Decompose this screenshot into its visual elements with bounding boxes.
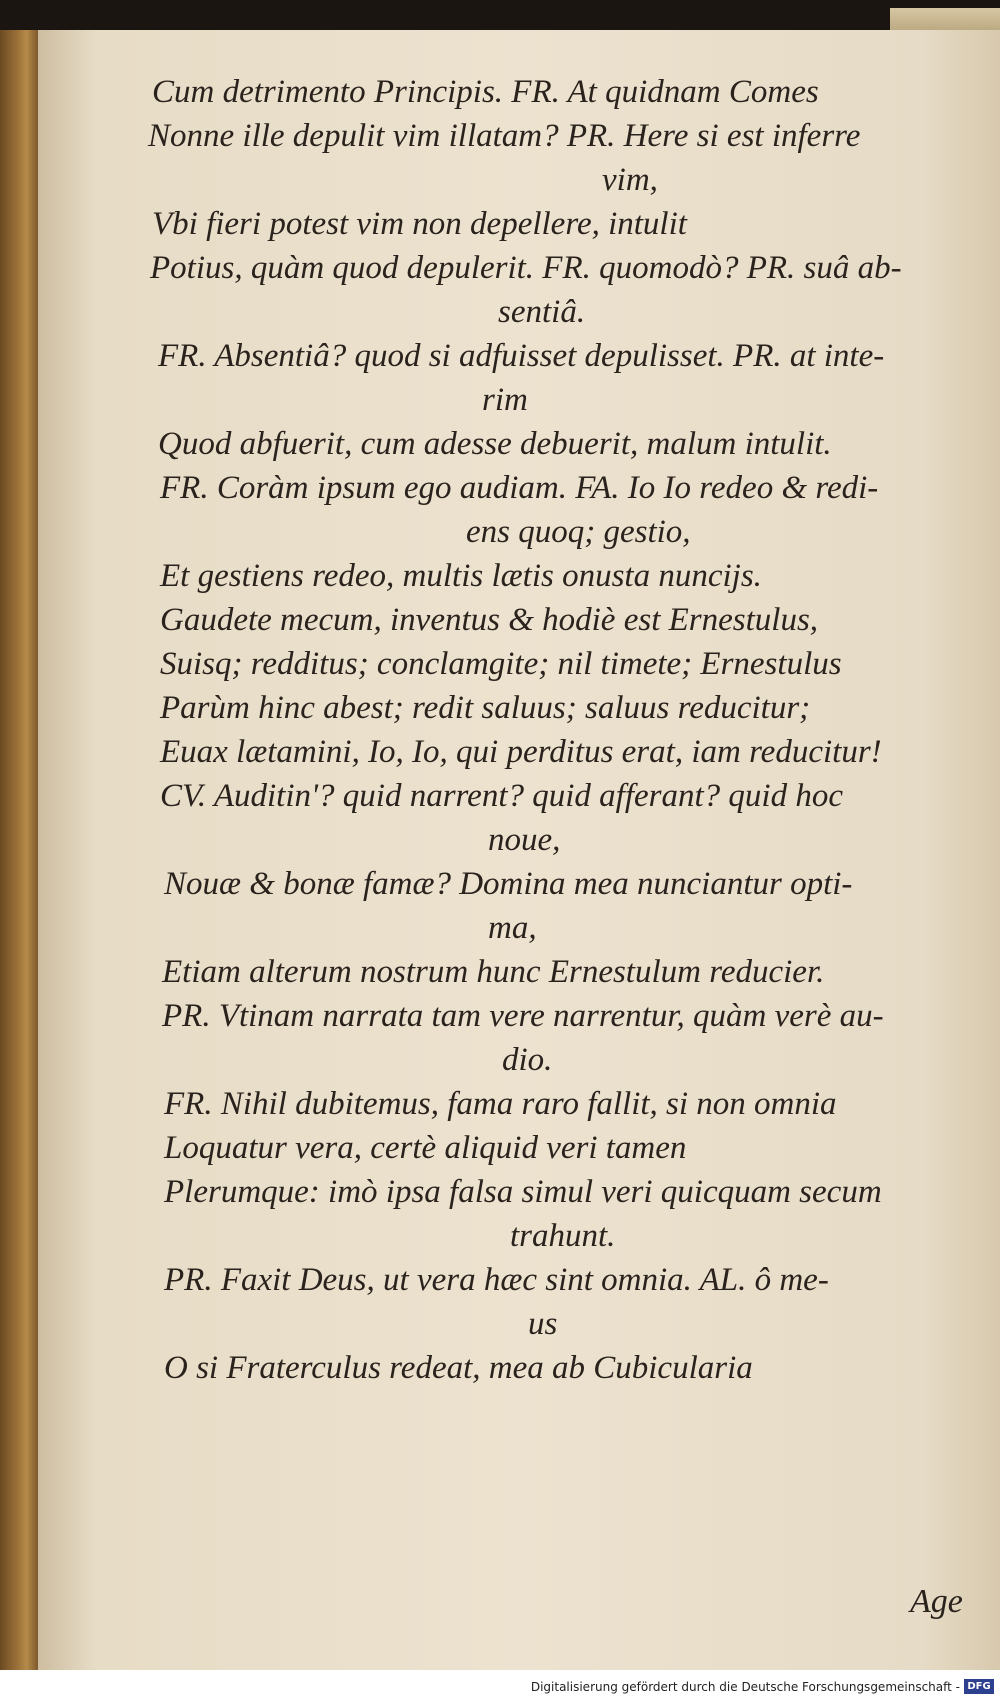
text-line: Parùm hinc abest; redit saluus; saluus reducitur; xyxy=(160,690,811,726)
text-line: CV. Auditin'? quid narrent? quid afferant? quid hoc xyxy=(160,778,843,814)
text-line: Potius, quàm quod depulerit. FR. quomodò? PR. suâ ab- xyxy=(150,250,902,286)
text-line: ma, xyxy=(488,910,537,946)
footer-text: Digitalisierung gefördert durch die Deutsche Forschungsgemeinschaft - xyxy=(530,1680,960,1694)
text-line: FR. Nihil dubitemus, fama raro fallit, si non omnia xyxy=(164,1086,837,1122)
text-line: O si Fraterculus redeat, mea ab Cubicularia xyxy=(164,1350,753,1386)
text-line: dio. xyxy=(502,1042,553,1078)
text-line: Gaudete mecum, inventus & hodiè est Ernestulus, xyxy=(160,602,819,638)
text-line: Euax lætamini, Io, Io, qui perditus erat, iam reducitur! xyxy=(160,734,882,770)
dfg-logo: DFG xyxy=(964,1679,994,1694)
text-line: noue, xyxy=(488,822,561,858)
text-line: Nonne ille depulit vim illatam? PR. Here si est inferre xyxy=(148,118,861,154)
book-spine xyxy=(0,30,38,1670)
text-line: Cum detrimento Principis. FR. At quidnam Comes xyxy=(152,74,819,110)
footer-bar xyxy=(0,1670,1000,1702)
text-line: FR. Coràm ipsum ego audiam. FA. Io Io redeo & redi- xyxy=(160,470,879,506)
text-line: us xyxy=(528,1306,558,1342)
text-line: Loquatur vera, certè aliquid veri tamen xyxy=(164,1130,687,1166)
text-line: Plerumque: imò ipsa falsa simul veri quicquam secum xyxy=(164,1174,882,1210)
text-line: FR. Absentiâ? quod si adfuisset depulisset. PR. at inte- xyxy=(158,338,885,374)
text-line: Quod abfuerit, cum adesse debuerit, malum intulit. xyxy=(158,426,832,462)
text-line: PR. Vtinam narrata tam vere narrentur, quàm verè au- xyxy=(162,998,884,1034)
text-line: Et gestiens redeo, multis lætis onusta nuncijs. xyxy=(160,558,762,594)
catchword: Age xyxy=(910,1583,963,1620)
text-line: Nouæ & bonæ famæ? Domina mea nunciantur opti- xyxy=(164,866,853,902)
text-line: rim xyxy=(482,382,528,418)
text-line: ens quoq; gestio, xyxy=(466,514,691,550)
text-line: sentiâ. xyxy=(498,294,586,330)
text-line: vim, xyxy=(602,162,658,198)
text-line: PR. Faxit Deus, ut vera hæc sint omnia. AL. ô me- xyxy=(164,1262,829,1298)
text-line: trahunt. xyxy=(510,1218,616,1254)
text-line: Etiam alterum nostrum hunc Ernestulum reducier. xyxy=(162,954,825,990)
text-line: Suisq; redditus; conclamgite; nil timete; Ernestulus xyxy=(160,646,842,682)
text-line: Vbi fieri potest vim non depellere, intulit xyxy=(152,206,687,242)
